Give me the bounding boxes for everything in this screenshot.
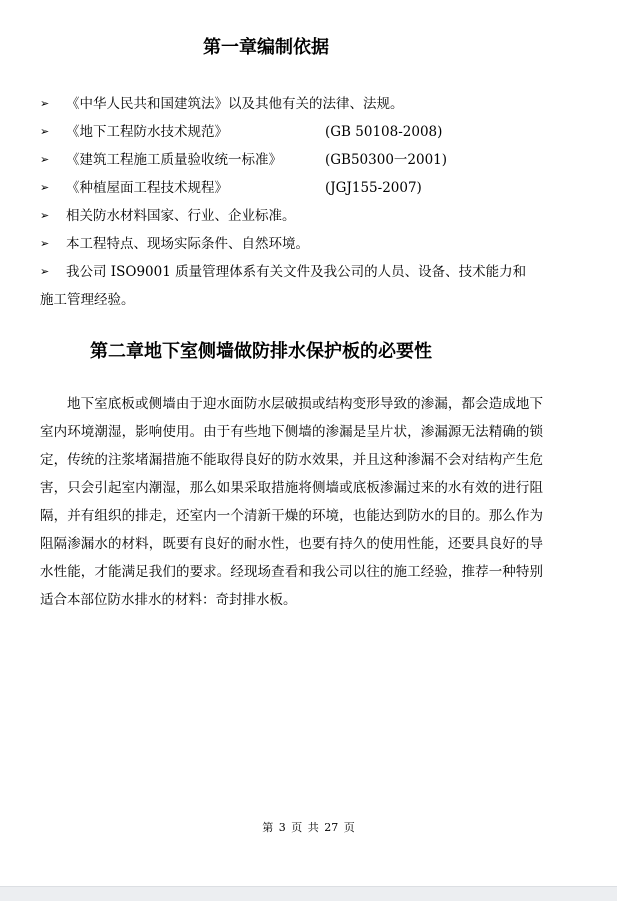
chapter-1-title: 第一章编制依据: [203, 37, 329, 58]
reference-item: [0, 258, 617, 314]
arrow-bullet-icon: ➢: [40, 153, 50, 166]
arrow-bullet-icon: ➢: [40, 237, 50, 250]
reference-text-line-2: 施工管理经验。: [40, 292, 135, 308]
reference-code: (JGJ155-2007): [325, 180, 422, 196]
reference-item: [0, 118, 617, 146]
reference-code: (GB50300一2001): [325, 152, 448, 168]
arrow-bullet-icon: ➢: [40, 209, 50, 222]
reference-text: 《建筑工程施工质量验收统一标准》: [66, 152, 282, 168]
page-number-footer: 第 3 页 共 27 页: [262, 821, 355, 834]
arrow-bullet-icon: ➢: [40, 97, 50, 110]
reference-text: 《种植屋面工程技术规程》: [66, 180, 228, 196]
arrow-bullet-icon: ➢: [40, 265, 50, 278]
reference-text: [0, 258, 617, 314]
reference-text-line-1: 我公司 ISO9001 质量管理体系有关文件及我公司的人员、设备、技术能力和: [66, 264, 527, 280]
reference-text: 本工程特点、现场实际条件、自然环境。: [66, 236, 309, 252]
reference-list: [0, 90, 617, 314]
arrow-bullet-icon: ➢: [40, 125, 50, 138]
reference-item: [0, 230, 617, 258]
arrow-bullet-icon: ➢: [40, 181, 50, 194]
reference-item: [0, 202, 617, 230]
reference-code: (GB 50108-2008): [325, 124, 443, 140]
reference-text: 相关防水材料国家、行业、企业标准。: [66, 208, 296, 224]
reference-text: 《地下工程防水技术规范》: [66, 124, 228, 140]
reference-text: 《中华人民共和国建筑法》以及其他有关的法律、法规。: [66, 96, 404, 112]
viewer-bottom-bar: [0, 886, 617, 901]
chapter-2-title: 第二章地下室侧墙做防排水保护板的必要性: [90, 341, 432, 362]
reference-item: [0, 174, 617, 202]
reference-item: [0, 146, 617, 174]
body-paragraph: 地下室底板或侧墙由于迎水面防水层破损或结构变形导致的渗漏，都会造成地下室内环境潮湿，影响使用。由于有些地下侧墙的渗漏是呈片状，渗漏源无法精确的锁定，传统的注浆堵漏措施不能取得良好的防水效果，并且这种渗漏不会对结构产生危害，只会引起室内潮湿，那么如果采取措施将侧墙或底板渗漏过来的水有效的进行阻隔，并有组织的排走，还室内一个清新干燥的环境，也能达到防水的目的。那么作为阻隔渗漏水的材料，既要有良好的耐水性，也要有持久的使用性能，还要具良好的导水性能，才能满足我们的要求。经现场查看和我公司以往的施工经验，推荐一种特别适合本部位防水排水的材料：奇封排水板。: [40, 396, 543, 608]
reference-item: [0, 90, 617, 118]
